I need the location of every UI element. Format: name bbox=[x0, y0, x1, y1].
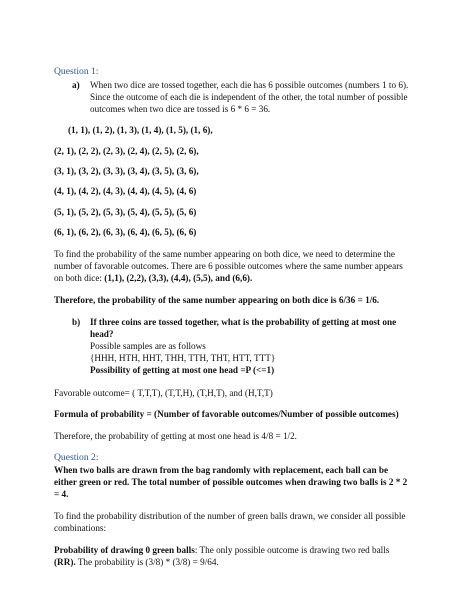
a-text-line-1: When two dice are tossed together, each die has 6 possible outcomes (numbers 1 to 6). bbox=[90, 80, 409, 90]
outcome-row-4: (4, 1), (4, 2), (4, 3), (4, 4), (4, 5), (4, 6) bbox=[54, 186, 197, 196]
zero-green-label: Probability of drawing 0 green balls bbox=[54, 545, 195, 555]
outcome-row-2: (2, 1), (2, 2), (2, 3), (2, 4), (2, 5), (2, 6), bbox=[54, 146, 199, 156]
b-samples: {HHH, HTH, HHT, THH, TTH, THT, HTT, TTT} bbox=[90, 353, 276, 363]
outcome-row-6: (6, 1), (6, 2), (6, 3), (6, 4), (6, 5), (6, 6) bbox=[54, 227, 197, 237]
q2-dist-line-2: combinations: bbox=[54, 523, 107, 533]
outcome-row-3: (3, 1), (3, 2), (3, 3), (3, 4), (3, 5), (3, 6), bbox=[54, 166, 199, 176]
b-question-line-2: head? bbox=[90, 329, 114, 339]
zero-green-rest: : The only possible outcome is drawing two red balls bbox=[194, 545, 390, 555]
item-b-label: b) bbox=[72, 317, 81, 327]
q2-intro-line-2: either green or red. The total number of possible outcomes when drawing two balls is 2 * 2 bbox=[54, 477, 408, 487]
question-1-heading: Question 1: bbox=[54, 66, 99, 77]
same-number-line-1: To find the probability of the same number appearing on both dice, we need to determine the bbox=[54, 249, 395, 259]
a-text-line-2: Since the outcome of each die is independent of the other, the total number of possible bbox=[90, 92, 408, 102]
favorable-outcome: Favorable outcome= ( T,T,T), (T,T,H), (T,H,T), and (H,T,T) bbox=[54, 388, 273, 398]
b-question-line-1: If three coins are tossed together, what is the probability of getting at most one bbox=[90, 317, 397, 327]
item-a-label: a) bbox=[72, 80, 80, 90]
same-number-outcomes: (1,1), (2,2), (3,3), (4,4), (5,5), and (6,6). bbox=[104, 273, 253, 283]
zero-green-probability: The probability is (3/8) * (3/8) = 9/64. bbox=[75, 557, 219, 567]
outcome-row-5: (5, 1), (5, 2), (5, 3), (5, 4), (5, 5), (5, 6) bbox=[54, 207, 197, 217]
b-therefore: Therefore, the probability of getting at most one head is 4/8 = 1/2. bbox=[54, 431, 297, 441]
zero-green-line-2 bbox=[54, 557, 219, 568]
zero-green-rr: (RR). bbox=[54, 557, 76, 567]
same-number-therefore: Therefore, the probability of the same number appearing on both dice is 6/36 = 1/6. bbox=[54, 295, 380, 305]
same-number-line-3 bbox=[54, 273, 252, 284]
a-text-line-3: outcomes when two dice are tossed is 6 * 6 = 36. bbox=[90, 104, 271, 114]
zero-green-line-1 bbox=[54, 545, 389, 556]
same-number-line-3-prefix: on both dice: bbox=[54, 273, 105, 283]
b-at-most-one-head: Possibility of getting at most one head =P (<=1) bbox=[90, 365, 275, 375]
outcome-row-1: (1, 1), (1, 2), (1, 3), (1, 4), (1, 5), (1, 6), bbox=[68, 125, 213, 135]
b-samples-label: Possible samples are as follows bbox=[90, 341, 206, 351]
same-number-line-2: number of favorable outcomes. There are 6 possible outcomes where the same number appears bbox=[54, 261, 403, 271]
question-2-heading: Question 2: bbox=[54, 452, 99, 463]
q2-intro-line-3: = 4. bbox=[54, 489, 69, 499]
q2-intro-line-1: When two balls are drawn from the bag randomly with replacement, each ball can be bbox=[54, 465, 389, 475]
formula-of-probability: Formula of probability = (Number of favorable outcomes/Number of possible outcomes) bbox=[54, 409, 399, 419]
q2-dist-line-1: To find the probability distribution of the number of green balls drawn, we consider all possible bbox=[54, 511, 406, 521]
